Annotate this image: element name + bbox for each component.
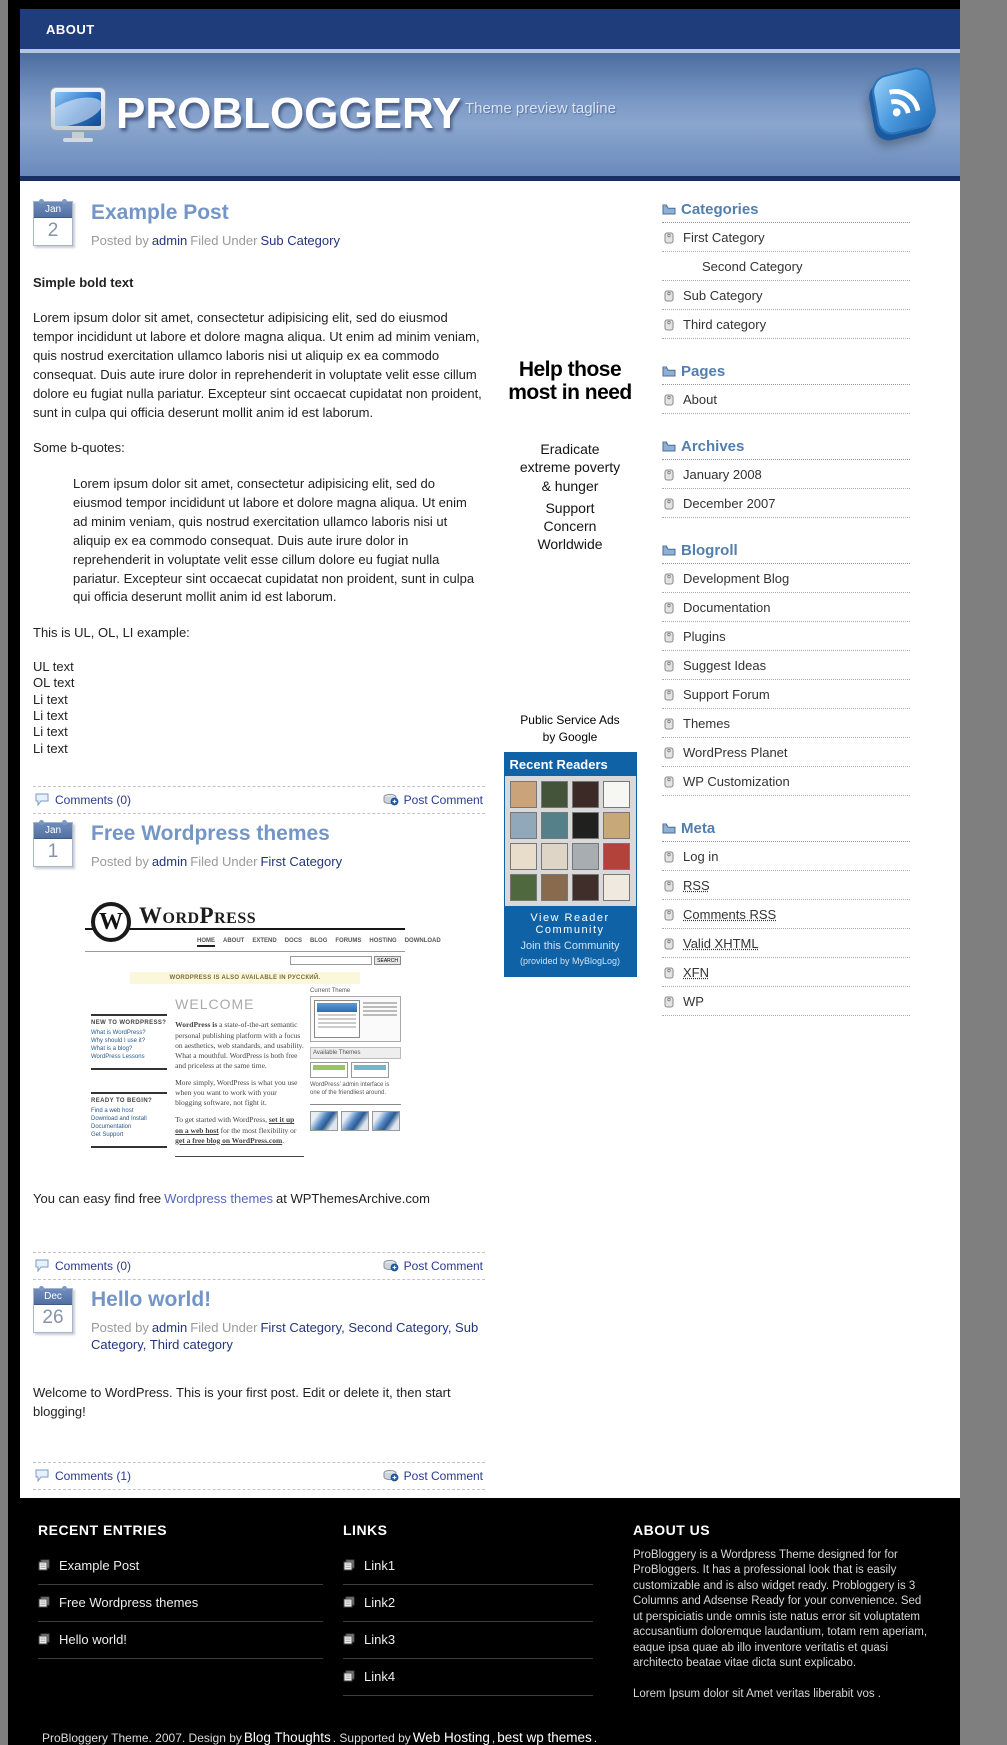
sidebar — [662, 201, 910, 1040]
speech-bubble-icon — [35, 793, 50, 806]
wp-photo-thumbnails — [310, 1111, 401, 1131]
wordpress-themes-link[interactable]: Wordpress themes — [164, 1190, 274, 1206]
folder-icon — [662, 366, 676, 377]
filed-under-label: Filed Under — [190, 853, 258, 869]
reader-avatar[interactable] — [541, 781, 568, 808]
post-comment-link[interactable]: Post Comment — [383, 1469, 483, 1483]
footer-column-title: LINKS — [343, 1521, 388, 1538]
list-item: OL text — [33, 675, 75, 691]
footer-item-link4[interactable]: Link4 — [343, 1659, 593, 1696]
sidebar-item-suggest-ideas[interactable]: Suggest Ideas — [662, 651, 910, 680]
wp-link[interactable]: What is WordPress? — [91, 1030, 146, 1037]
footer-about-us — [633, 1514, 933, 1700]
monitor-logo-icon — [50, 87, 106, 131]
post-comment-link[interactable]: Post Comment — [383, 1259, 483, 1273]
wp-nav-home[interactable]: HOME — [197, 938, 215, 947]
tag-icon — [664, 909, 674, 921]
post-example-post — [33, 201, 485, 814]
google-ad-unit — [500, 358, 640, 746]
reader-avatar[interactable] — [572, 812, 599, 839]
wp-nav-hosting[interactable]: HOSTING — [369, 938, 397, 945]
ad-link[interactable]: Support Concern Worldwide — [537, 499, 603, 553]
readers-avatar-grid — [505, 776, 636, 906]
wp-link[interactable]: What is a blog? — [91, 1046, 133, 1053]
about-us-text: ProBloggery is a Wordpress Theme designed for for ProBloggers. It has a professional look that is easily customizable and is also widget ready. Probloggery is 3 Columns and Adsense Ready for your convenience. Sed ut perspiciatis unde omnis iste natus error sit voluptatem accusantium doloremque laudantium, totam rem aperiam, eaque ipsa quae ab illo inventore veritatis et quasi architecto beatae vitae dicta sunt explicabo. — [633, 1548, 928, 1670]
comment-bar — [33, 1252, 485, 1280]
tag-icon — [664, 290, 674, 302]
list-item: UL text — [33, 659, 74, 675]
page — [8, 0, 960, 1745]
reader-avatar[interactable] — [572, 874, 599, 901]
calendar-date-icon — [33, 1288, 73, 1333]
widget-pages — [662, 363, 910, 414]
tag-icon — [664, 718, 674, 730]
category-link[interactable]: Sub Category — [260, 233, 340, 248]
footer-column-title: RECENT ENTRIES — [38, 1521, 168, 1538]
sidebar-item-january-2008[interactable]: January 2008 — [662, 460, 910, 489]
calendar-month: Dec — [34, 1289, 72, 1305]
monitor-screen — [55, 92, 101, 126]
folder-icon — [662, 823, 676, 834]
footer-item-hello-world[interactable]: Hello world! — [38, 1622, 323, 1659]
tag-icon — [664, 394, 674, 406]
join-community-link[interactable]: Join this Community — [520, 940, 620, 952]
ad-link[interactable]: Eradicate extreme poverty & hunger — [519, 441, 621, 494]
tag-icon — [664, 996, 674, 1008]
list-item: Li text — [33, 724, 68, 740]
folder-icon — [662, 441, 676, 452]
sidebar-item-sub-category[interactable]: Sub Category — [662, 280, 910, 310]
post-body-caption: You can easy find free Wordpress themes at WPThemesArchive.com — [33, 1190, 430, 1206]
calendar-day: 26 — [42, 1306, 64, 1328]
copyright-line: ProBloggery Theme. 2007. Design by Blog Thoughts . Supported by Web Hosting , best wp themes . — [42, 1729, 598, 1745]
wp-search-button[interactable]: SEARCH — [374, 956, 401, 965]
wordpress-org-screenshot[interactable]: W WordPress HOME ABOUT EXTEND DOCS BLOG FORUMS HOSTING DOWNLOAD SEARCH WORDPRESS IS ALSO AVAILABLE IN РУССКИЙ. NEW TO WORDPRESS? What is WordPress? Why should I use it? What is a blog? WordPress Lessons READY TO BEGIN? Find a web host Download and Install Documentation Get Support WELCOME WordPress is a state-of-the-art semantic personal publishing platform with a focus on aesthetics, web standards, and usability. What a mouthful. WordPress is both free and priceless at the same time. More simply, WordPress is what you use when you want to work with your blogging software, not fight it. To get started with WordPress, set it up on a web host for the most flexibility or get a free blog on WordPress.com. Current Theme Available Themes WordPress' admin interface is one of the friendliest around. — [85, 900, 405, 1168]
reader-avatar[interactable] — [541, 843, 568, 870]
post-meta — [91, 853, 345, 871]
site-tagline: Theme preview tagline — [465, 100, 616, 117]
post-body — [33, 274, 485, 756]
reader-avatar[interactable] — [572, 781, 599, 808]
rss-feed-icon[interactable] — [870, 64, 939, 138]
wp-search-input[interactable] — [290, 956, 372, 965]
best-wp-themes-link[interactable]: best wp themes — [497, 1729, 592, 1745]
pages-icon — [343, 1633, 355, 1645]
tag-icon — [664, 776, 674, 788]
author-link[interactable]: admin — [151, 853, 188, 869]
wp-free-blog-link[interactable]: get a free blog on WordPress.com — [175, 1135, 283, 1145]
posted-by-label: Posted by — [91, 233, 149, 248]
reader-avatar[interactable] — [541, 812, 568, 839]
wp-nav-extend[interactable]: EXTEND — [252, 938, 277, 945]
footer-item-link1[interactable]: Link1 — [343, 1548, 593, 1585]
pages-icon — [343, 1596, 355, 1608]
wp-link[interactable]: Find a web host — [91, 1108, 134, 1115]
footer-item-link2[interactable]: Link2 — [343, 1585, 593, 1622]
posts-column — [33, 201, 485, 1498]
sidebar-item-wp-customization[interactable]: WP Customization — [662, 767, 910, 796]
widget-title: Archives — [662, 438, 910, 460]
post-comment-icon — [383, 1259, 399, 1272]
category-links[interactable]: First Category, Second Category, Sub Category, Third category — [91, 1319, 479, 1353]
bold-lead: Simple bold text — [33, 274, 134, 290]
paragraph: Welcome to WordPress. This is your first post. Edit or delete it, then start blogging! — [33, 1384, 451, 1419]
footer-item-free-wordpress-themes[interactable]: Free Wordpress themes — [38, 1585, 323, 1622]
post-title[interactable]: Hello world! — [91, 1287, 212, 1311]
recent-readers-title: Recent Readers — [505, 753, 636, 776]
wp-current-theme-panel — [310, 996, 401, 1042]
sidebar-item-documentation[interactable]: Documentation — [662, 593, 910, 622]
tag-icon — [664, 232, 674, 244]
web-hosting-link[interactable]: Web Hosting — [412, 1729, 490, 1745]
wp-link[interactable]: Download and Install — [91, 1116, 147, 1123]
sidebar-item-wordpress-planet[interactable]: WordPress Planet — [662, 738, 910, 767]
pages-icon — [38, 1596, 50, 1608]
sidebar-item-comments-rss[interactable]: Comments RSS — [662, 900, 910, 929]
wp-link[interactable]: Get Support — [91, 1132, 124, 1139]
list-item: Li text — [33, 691, 68, 707]
sidebar-item-log-in[interactable]: Log in — [662, 842, 910, 871]
post-comment-icon — [383, 793, 399, 806]
posted-by-label: Posted by — [91, 1319, 149, 1335]
reader-avatar[interactable] — [603, 781, 630, 808]
tag-icon — [664, 602, 674, 614]
footer-item-example-post[interactable]: Example Post — [38, 1548, 323, 1585]
wp-admin-caption: WordPress' admin interface is one of the friendliest around. — [310, 1082, 390, 1097]
posted-by-label: Posted by — [91, 853, 149, 869]
widget-title: Pages — [662, 363, 910, 385]
wp-welcome-heading: WELCOME — [175, 996, 255, 1013]
footer-column-title: ABOUT US — [633, 1521, 711, 1538]
wordpress-nav — [197, 938, 441, 947]
post-hello-world — [33, 1288, 485, 1490]
post-comment-link[interactable]: Post Comment — [383, 793, 483, 807]
masthead — [20, 53, 960, 181]
calendar-date-icon — [33, 201, 73, 246]
top-navigation — [20, 9, 960, 49]
calendar-month: Jan — [34, 202, 72, 218]
speech-bubble-icon — [35, 1469, 50, 1482]
wordpress-logo-icon: W — [91, 902, 131, 942]
category-link[interactable]: First Category — [260, 853, 343, 869]
tag-icon — [664, 880, 674, 892]
nav-item-about[interactable]: ABOUT — [46, 21, 95, 37]
post-title[interactable]: Example Post — [91, 201, 229, 224]
wp-link[interactable]: Documentation — [91, 1124, 132, 1131]
reader-avatar[interactable] — [603, 812, 630, 839]
sidebar-item-third-category[interactable]: Third category — [662, 310, 910, 339]
reader-avatar[interactable] — [572, 843, 599, 870]
tag-icon — [664, 660, 674, 672]
content-area — [20, 181, 960, 1498]
quotes-label: Some b-quotes: — [33, 440, 125, 456]
folder-icon — [662, 545, 676, 556]
widget-meta — [662, 820, 910, 1016]
post-free-wordpress-themes — [33, 822, 485, 1280]
tag-icon — [664, 689, 674, 701]
comment-bar — [33, 1462, 485, 1490]
wp-language-banner: WORDPRESS IS ALSO AVAILABLE IN РУССКИЙ. — [130, 972, 360, 984]
author-link[interactable]: admin — [151, 233, 188, 248]
sidebar-item-rss[interactable]: RSS — [662, 871, 910, 900]
calendar-date-icon — [33, 822, 73, 867]
tag-icon — [664, 498, 674, 510]
footer-links — [343, 1514, 593, 1700]
folder-icon — [662, 204, 676, 215]
pages-icon — [343, 1670, 355, 1682]
calendar-day: 1 — [47, 840, 59, 862]
comments-link[interactable]: Comments (0) — [35, 1259, 131, 1273]
sidebar-item-xfn[interactable]: XFN — [662, 958, 910, 987]
author-link[interactable]: admin — [151, 1319, 188, 1335]
site-title[interactable]: PROBLOGGERY — [116, 89, 462, 138]
sidebar-item-wp[interactable]: WP — [662, 987, 910, 1016]
wp-nav-docs[interactable]: DOCS — [284, 938, 303, 945]
list-item: Li text — [33, 707, 68, 723]
wp-theme-thumbnails — [310, 1062, 401, 1078]
tag-icon — [664, 967, 674, 979]
reader-avatar[interactable] — [510, 874, 537, 901]
sidebar-item-valid-xhtml[interactable]: Valid XHTML — [662, 929, 910, 958]
wp-available-themes-label: Available Themes — [310, 1047, 401, 1059]
pages-icon — [343, 1559, 355, 1571]
reader-avatar[interactable] — [603, 843, 630, 870]
readers-footer — [505, 906, 636, 976]
tag-icon — [664, 573, 674, 585]
list-label: This is UL, OL, LI example: — [33, 625, 190, 641]
sidebar-item-themes[interactable]: Themes — [662, 709, 910, 738]
footer-recent-entries — [38, 1514, 323, 1700]
widget-title: Categories — [662, 201, 910, 223]
calendar-month: Jan — [34, 823, 72, 839]
reader-avatar[interactable] — [510, 843, 537, 870]
widget-title: Blogroll — [662, 542, 910, 564]
blog-thoughts-link[interactable]: Blog Thoughts — [243, 1729, 331, 1745]
monitor-stand-base — [63, 138, 93, 142]
tag-icon — [664, 851, 674, 863]
tag-icon — [664, 938, 674, 950]
widget-categories — [662, 201, 910, 339]
widget-blogroll — [662, 542, 910, 796]
sidebar-item-plugins[interactable]: Plugins — [662, 622, 910, 651]
comments-link[interactable]: Comments (1) — [35, 1469, 131, 1483]
wp-ready-to-begin-box: READY TO BEGIN? Find a web host Download and Install Documentation Get Support — [91, 1092, 167, 1148]
wp-nav-blog[interactable]: BLOG — [310, 938, 328, 945]
wp-nav-download[interactable]: DOWNLOAD — [404, 938, 441, 945]
wordpress-logo-text: WordPress — [139, 903, 257, 929]
wp-current-theme-label: Current Theme — [310, 988, 351, 995]
post-meta — [91, 1319, 485, 1354]
filed-under-label: Filed Under — [190, 233, 258, 248]
speech-bubble-icon — [35, 1259, 50, 1272]
view-reader-community-link[interactable]: View Reader Community — [530, 912, 610, 936]
paragraph: Lorem ipsum dolor sit amet, consectetur adipisicing elit, sed do eiusmod tempor incididunt ut labore et dolore magna aliqua. Ut enim ad minim veniam, quis nostrud exercitation ullamco laboris nisi ut aliquip ex ea commodo consequat. Duis aute irure dolor in reprehenderit in voluptate velit esse cillum dolore eu fugiat nulla pariatur. Excepteur sint occaecat cupidatat non proident, sunt in culpa qui officia deserunt mollit anim id est laborum. — [33, 310, 482, 420]
tag-icon — [664, 747, 674, 759]
post-body — [33, 1384, 485, 1422]
tag-icon — [664, 469, 674, 481]
wp-new-to-wordpress-box: NEW TO WORDPRESS? What is WordPress? Why should I use it? What is a blog? WordPress Lessons — [91, 1014, 167, 1070]
wp-setup-link[interactable]: set it up on a web host — [175, 1115, 295, 1135]
footer — [20, 1498, 960, 1700]
ad-column — [500, 201, 640, 977]
sidebar-item-development-blog[interactable]: Development Blog — [662, 564, 910, 593]
post-comment-icon — [383, 1469, 399, 1482]
footer-item-link3[interactable]: Link3 — [343, 1622, 593, 1659]
wp-nav-forums[interactable]: FORUMS — [335, 938, 362, 945]
ad-attribution[interactable]: Public Service Ads by Google — [520, 713, 620, 745]
comments-link[interactable]: Comments (0) — [35, 793, 131, 807]
pages-icon — [38, 1633, 50, 1645]
reader-avatar[interactable] — [541, 874, 568, 901]
reader-avatar[interactable] — [510, 812, 537, 839]
wp-link[interactable]: Why should I use it? — [91, 1038, 146, 1045]
ad-headline[interactable]: Help those most in need — [508, 358, 632, 405]
wp-nav-about[interactable]: ABOUT — [223, 938, 245, 945]
widget-title: Meta — [662, 820, 910, 842]
reader-avatar[interactable] — [510, 781, 537, 808]
sidebar-item-support-forum[interactable]: Support Forum — [662, 680, 910, 709]
sidebar-item-second-category[interactable]: Second Category — [702, 259, 803, 274]
example-list — [33, 660, 485, 756]
rss-glyph — [885, 80, 924, 122]
sidebar-item-december-2007[interactable]: December 2007 — [662, 489, 910, 518]
post-title[interactable]: Free Wordpress themes — [91, 821, 330, 845]
post-meta — [91, 232, 343, 250]
blockquote: Lorem ipsum dolor sit amet, consectetur adipisicing elit, sed do eiusmod tempor incididunt ut labore et dolore magna aliqua. Ut enim ad minim veniam, quis nostrud exercitation ullamco laboris nisi ut aliquip ex ea commodo consequat. Duis aute irure dolor in reprehenderit in voluptate velit esse cillum dolore eu fugiat nulla pariatur. Excepteur sint occaecat cupidatat non proident, sunt in culpa qui officia deserunt mollit anim id est laborum. — [73, 476, 475, 605]
about-us-text-2: Lorem Ipsum dolor sit Amet veritas liberabit vos . — [633, 1687, 881, 1700]
pages-icon — [38, 1559, 50, 1571]
recent-readers-widget — [504, 752, 637, 977]
reader-avatar[interactable] — [603, 874, 630, 901]
sidebar-item-about[interactable]: About — [662, 385, 910, 414]
comment-bar — [33, 786, 485, 814]
tag-icon — [664, 631, 674, 643]
sidebar-item-first-category[interactable]: First Category — [662, 223, 910, 252]
calendar-day: 2 — [47, 220, 59, 241]
widget-archives — [662, 438, 910, 518]
wp-link[interactable]: WordPress Lessons — [91, 1054, 145, 1061]
list-item: Li text — [33, 740, 68, 756]
filed-under-label: Filed Under — [190, 1319, 258, 1335]
mybloglog-attribution: (provided by MyBlogLog) — [519, 956, 621, 966]
tag-icon — [664, 319, 674, 331]
